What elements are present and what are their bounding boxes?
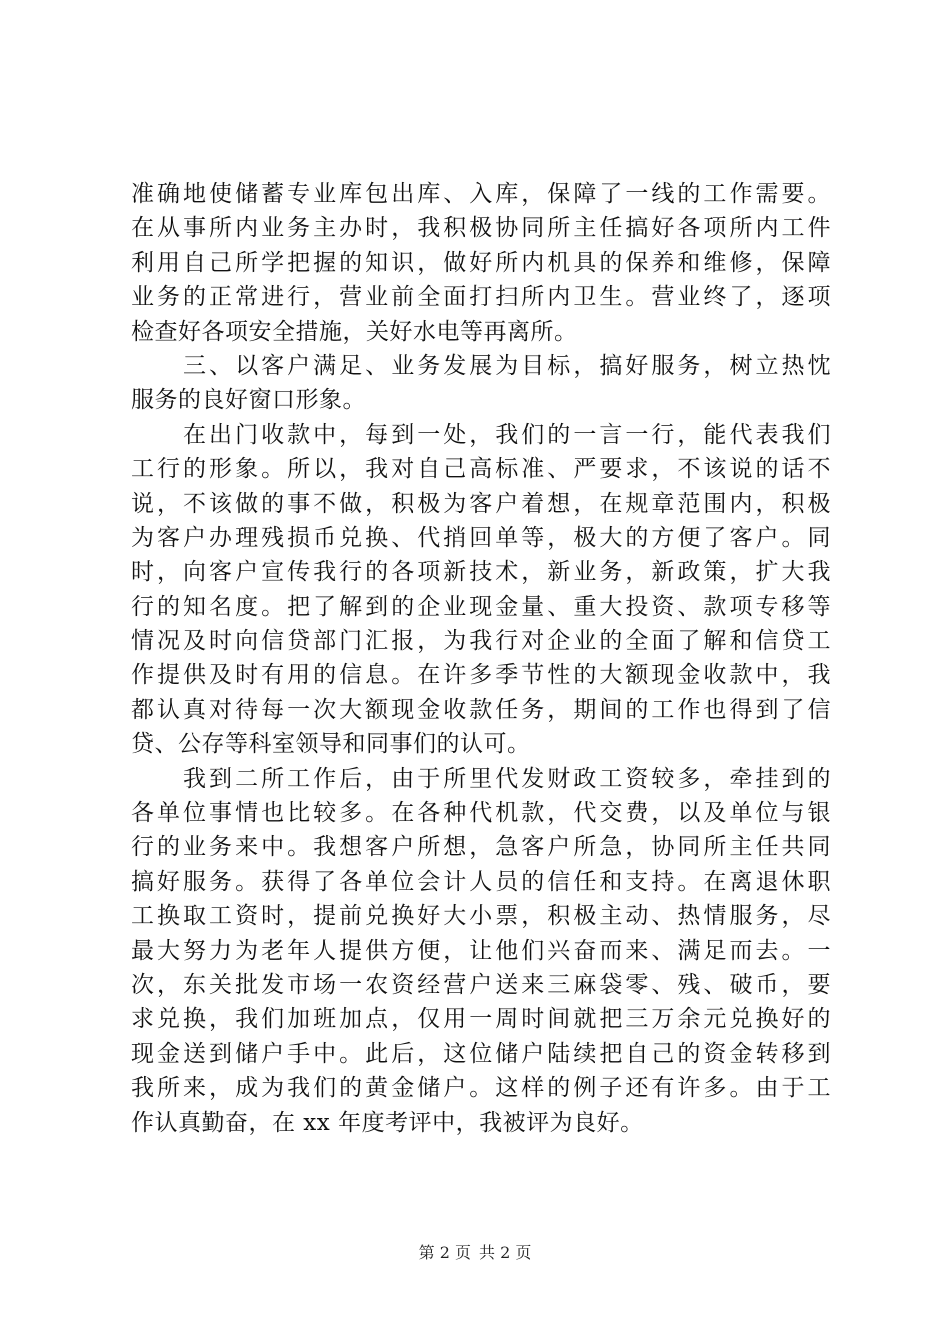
text-line: 最大努力为老年人提供方便，让他们兴奋而来、满足而去。一 xyxy=(131,937,831,964)
text-line: 现金送到储户手中。此后，这位储户陆续把自己的资金转移到 xyxy=(131,1040,831,1067)
text-line: 准确地使储蓄专业库包出库、入库，保障了一线的工作需要。 xyxy=(131,181,831,207)
text-line: 作认真勤奋，在 xx 年度考评中，我被评为良好。 xyxy=(131,1109,644,1136)
page-footer xyxy=(0,1243,950,1263)
text-line: 各单位事情也比较多。在各种代机款，代交费，以及单位与银 xyxy=(131,800,831,827)
text-line: 工行的形象。所以，我对自己高标准、严要求，不该说的话不 xyxy=(131,456,831,483)
text-line: 工换取工资时，提前兑换好大小票，积极主动、热情服务，尽 xyxy=(131,903,831,930)
text-line: 都认真对待每一次大额现金收款任务，期间的工作也得到了信 xyxy=(131,696,831,723)
text-line: 我到二所工作后，由于所里代发财政工资较多，牵挂到的 xyxy=(131,765,831,792)
text-line: 求兑换，我们加班加点，仅用一周时间就把三万余元兑换好的 xyxy=(131,1006,831,1033)
text-line: 在从事所内业务主办时，我积极协同所主任搞好各项所内工件 xyxy=(131,215,831,242)
page-number: 第 2 页 xyxy=(418,1243,471,1262)
text-line: 搞好服务。获得了各单位会计人员的信任和支持。在离退休职 xyxy=(131,868,831,895)
text-line: 检查好各项安全措施，关好水电等再离所。 xyxy=(131,318,578,345)
page-total: 共 2 页 xyxy=(479,1243,532,1262)
text-line: 服务的良好窗口形象。 xyxy=(131,387,366,414)
text-line: 在出门收款中，每到一处，我们的一言一行，能代表我们 xyxy=(131,421,831,448)
text-line: 次，东关批发市场一农资经营户送来三麻袋零、残、破币，要 xyxy=(131,971,831,998)
document-body xyxy=(131,177,831,1140)
text-line: 行的知名度。把了解到的企业现金量、重大投资、款项专移等 xyxy=(131,593,831,620)
text-line: 时，向客户宣传我行的各项新技术，新业务，新政策，扩大我 xyxy=(131,559,831,586)
text-line: 为客户办理残损币兑换、代捎回单等，极大的方便了客户。同 xyxy=(131,524,831,551)
text-line: 利用自己所学把握的知识，做好所内机具的保养和维修，保障 xyxy=(131,249,831,276)
text-line: 说，不该做的事不做，积极为客户着想，在规章范围内，积极 xyxy=(131,490,831,517)
text-line: 作提供及时有用的信息。在许多季节性的大额现金收款中，我 xyxy=(131,662,831,689)
text-line: 我所来，成为我们的黄金储户。这样的例子还有许多。由于工 xyxy=(131,1075,831,1102)
text-line: 情况及时向信贷部门汇报，为我行对企业的全面了解和信贷工 xyxy=(131,628,831,655)
text-line: 三、以客户满足、业务发展为目标，搞好服务，树立热忱 xyxy=(131,352,831,379)
text-line: 行的业务来中。我想客户所想，急客户所急，协同所主任共同 xyxy=(131,834,831,861)
text-line: 业务的正常进行，营业前全面打扫所内卫生。营业终了，逐项 xyxy=(131,284,831,311)
text-line: 贷、公存等科室领导和同事们的认可。 xyxy=(131,731,531,758)
